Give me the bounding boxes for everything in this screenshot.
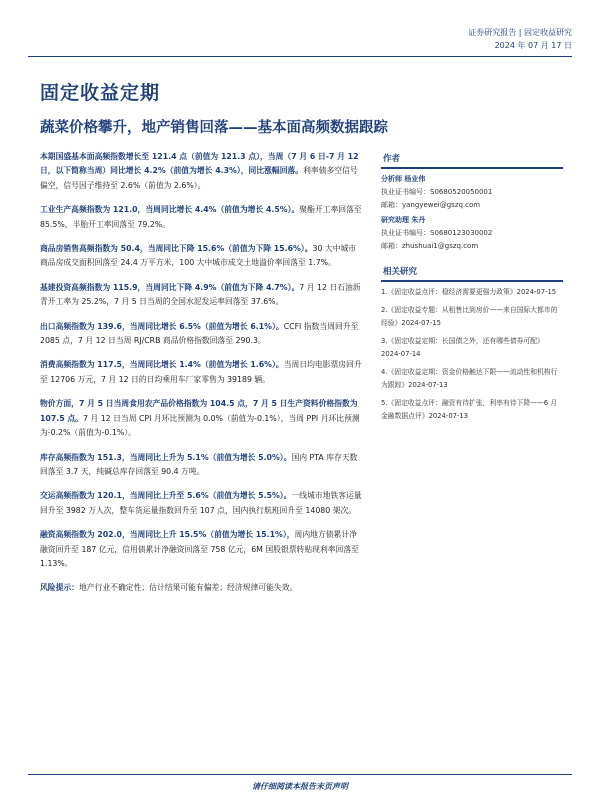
summary-paragraph: 物价方面，7 月 5 日当周食用农产品价格指数为 104.5 点，7 月 5 日生产资料价格指数为 107.5 点。7 月 12 日当周 CPI 月环比预测为 0.0%（前值为-0.1%），当周 PPI 月环比预测为-0.2%（前值为-0.1%）。: [40, 399, 360, 438]
author-email: 邮箱：zhushuai1@gszq.com: [381, 242, 479, 250]
footer-divider: [28, 774, 572, 775]
summary-paragraph: 工业生产高频指数为 121.0，当周同比增长 4.4%（前值为增长 4.5%）。聚酯开工率回落至 85.5%，半胎开工率回落至 79.2%。: [40, 205, 362, 229]
risk-warning: 风险提示：地产行业不确定性；估计结果可能有偏差；经济规律可能失效。: [40, 583, 298, 593]
related-item[interactable]: 5.《固定收益点评：融资有待扩张，利率有待下降——6 月金融数据点评》2024-07-13: [381, 398, 558, 420]
summary-paragraph: 消费高频指数为 117.5，当周同比增长 1.4%（前值为增长 1.6%）。当周日均电影票房回升至 12706 万元，7 月 12 日的日均乘用车厂家零售为 39189 辆。: [40, 360, 362, 384]
sidebar: [381, 150, 563, 428]
section-title: 固定收益定期: [40, 82, 161, 104]
summary-paragraph: 出口高频指数为 139.6，当周同比增长 6.5%（前值为增长 6.1%）。CCFI 指数当周回升至 2085 点，7 月 12 日当周 RJ/CRB 商品价格指数回落至 290.3。: [40, 321, 359, 346]
summary-paragraph: 基建投资高频指数为 115.9，当周同比下降 4.9%（前值为下降 4.7%）。7 月 12 日石油沥青开工率为 25.2%，7 月 5 日当周的全国水泥发运率回落至 37.6%。: [40, 282, 361, 307]
report-title: 蔬菜价格攀升，地产销售回落——基本面高频数据跟踪: [40, 120, 388, 136]
related-item[interactable]: 4.《固定收益定期：资金价格触达下限——流动性和机构行为跟踪》2024-07-13: [381, 367, 558, 389]
summary-paragraph: 商品房销售高频指数为 50.4，当周同比下降 15.6%（前值为下降 15.6%）。30 大中城市商品房成交面积回落至 24.4 万平方米，100 大中城市成交土地溢价率回落至 1.7%。: [40, 244, 357, 268]
report-header: [468, 26, 572, 52]
summary-column: [40, 150, 362, 595]
author-line: 研究助理 朱丹: [381, 216, 426, 224]
related-research: [381, 263, 563, 424]
report-category: 证券研究报告 | 固定收益研究: [468, 28, 572, 37]
author-line: 执业证书编号：S0680123030002: [381, 229, 493, 237]
related-item[interactable]: 1.《固定收益点评：稳经济需要更强力政策》2024-07-15: [381, 288, 557, 296]
related-box-title: 相关研究: [381, 263, 563, 282]
header-divider: [28, 56, 572, 57]
report-date: 2024 年 07 月 17 日: [494, 41, 572, 50]
authors-box-title: 作者: [381, 150, 563, 169]
footer-disclaimer: 请仔细阅读本报告末页声明: [252, 782, 348, 791]
summary-paragraph: 库存高频指数为 151.3，当周同比上升为 5.1%（前值为增长 5.0%）。国内 PTA 库存天数回落至 3.7 天，纯碱总库存回落至 90.4 万吨。: [40, 452, 358, 476]
author-line: 执业证书编号：S0680520050001: [381, 188, 493, 196]
summary-paragraph: 交运高频指数为 120.1，当周同比上升至 5.6%（前值为增长 5.5%）。一线城市地铁客运量回升至 3982 万人次，整车货运量指数回升至 107 点，国内执行航班回升至 14080 架次。: [40, 491, 362, 515]
summary-paragraph: 本期国盛基本面高频指数增长至 121.4 点（前值为 121.3 点），当周（7 月 6 日-7 月 12 日，以下简称当周）同比增长 4.2%（前值为增长 4.3%），同比涨幅回落。利率债多空信号偏空，信号因子维持至 2.6%（前值为 2.6%）。: [40, 152, 359, 190]
author-email: 邮箱：yangyewei@gszq.com: [381, 201, 481, 209]
author-line: 分析师 杨业伟: [381, 175, 426, 183]
related-item[interactable]: 3.《固定收益定期：长国债之外，还有哪些债券可配》2024-07-14: [381, 336, 544, 358]
related-item[interactable]: 2.《固定收益专题：从租售比到房价——来自国际大都市的经验》2024-07-15: [381, 305, 558, 327]
summary-paragraph: 融资高频指数为 202.0，当周同比上升 15.5%（前值为增长 15.1%），周内地方债累计净融资回升至 187 亿元，信用债累计净融资回落至 758 亿元，6M 国股银票转贴现利率回落至 1.13%。: [40, 530, 359, 568]
